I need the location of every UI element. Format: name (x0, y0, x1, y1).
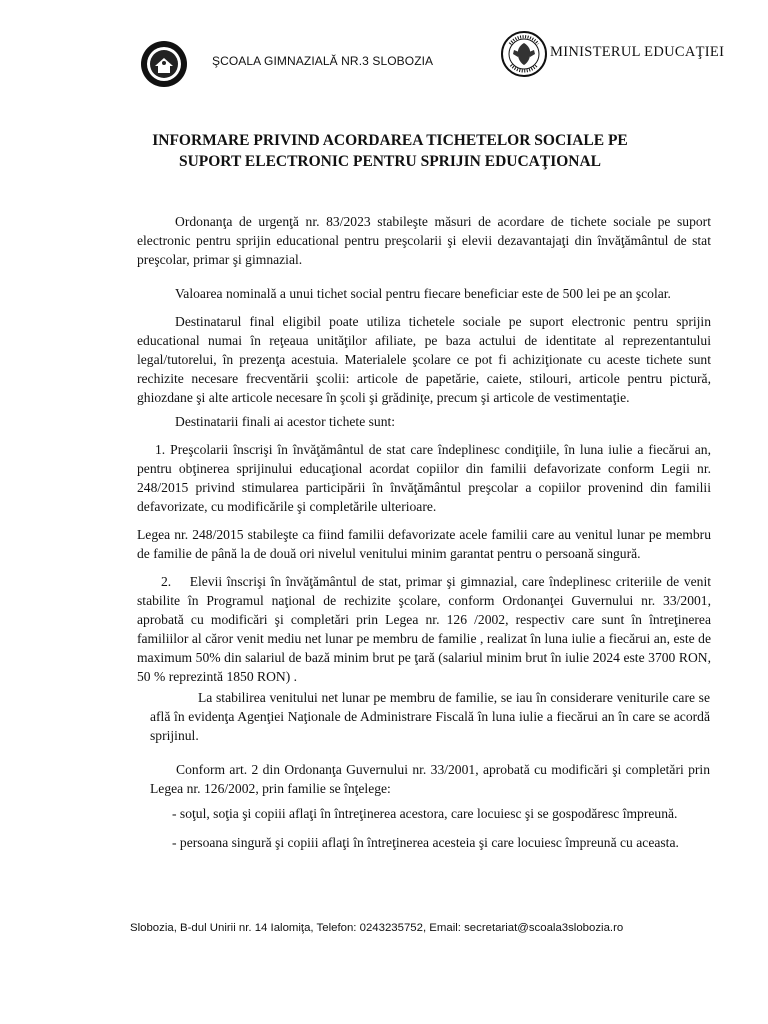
government-seal-icon (500, 30, 548, 78)
list-item-text: Elevii înscrişi în învăţământul de stat, primar şi gimnazial, care îndeplinesc criteriile de venit stabilite în Programul naţional de rechizite şcolare, conform Ordonanţei Guvernului nr. 33/2001, aprobată cu modificări şi completări prin Legea nr. 126 /2002, respectiv care sunt în întreţinerea familiilor al căror venit mediu net lunar pe membru de familie , realizat în luna iulie a fiecărui an, este de maximum 50% din salariul de bază minim brut pe ţară (salariul minim brut în iulie 2024 este 3700 RON, 50 % reprezintă 1850 RON) . (137, 574, 711, 684)
footer-contact: Slobozia, B-dul Unirii nr. 14 Ialomiţa, Telefon: 0243235752, Email: secretariat@scoala3slobozia.ro (130, 922, 624, 934)
definition-item-single: - persoana singură şi copiii aflaţi în întreţinerea acesteia şi care locuiesc împreună cu aceasta. (172, 835, 679, 850)
school-logo-icon (140, 40, 188, 88)
title-line-1: INFORMARE PRIVIND ACORDAREA TICHETELOR SOCIALE PE (152, 132, 628, 149)
paragraph-income-assessment: La stabilirea venitului net lunar pe membru de familie, se iau în considerare veniturile care se află în evidenţa Agenţiei Naţionale de Administrare Fiscală în luna iulie a fiecărui an în care se acordă sprijinul. (150, 690, 710, 743)
definition-item-couple: - soţul, soţia şi copiii aflaţi în întreţinerea acestora, care locuiesc şi se gospodăresc împreună. (172, 806, 678, 821)
list-item-number: 2. (161, 574, 172, 589)
paragraph-family-definition: Conform art. 2 din Ordonanţa Guvernului nr. 33/2001, aprobată cu modificări şi completări prin Legea nr. 126/2002, prin familie se înţelege: (150, 762, 710, 796)
list-item-text: Preşcolarii înscrişi în învăţământul de stat care îndeplinesc condiţiile, în luna iulie a fiecărui an, pentru obţinerea sprijinului educaţional acordat copiilor din familii defavorizate conform Legii nr. 248/2015 privind stimularea participării în învăţământul preşcolar a copiilor provenind din familii defavorizate, cu modificările şi completările ulterioare. (137, 442, 711, 514)
paragraph-ordinance: Ordonanţa de urgenţă nr. 83/2023 stabileşte măsuri de acordare de tichete sociale pe suport electronic pentru sprijin educational pentru preşcolarii şi elevii dezavantajaţi din învăţământul de stat preşcolar, primar şi gimnazial. (137, 214, 711, 267)
list-item-pupils (137, 572, 711, 686)
paragraph-recipients-intro: Destinatarii finali ai acestor tichete sunt: (175, 414, 396, 429)
paragraph-law-248: Legea nr. 248/2015 stabileşte ca fiind familii defavorizate acele familii care au venitul lunar pe membru de familie de până la de două ori nivelul venitului minim garantat pentru o persoană singură. (137, 527, 711, 561)
title-line-2: SUPORT ELECTRONIC PENTRU SPRIJIN EDUCAŢIONAL (178, 153, 602, 170)
school-name: ŞCOALA GIMNAZIALĂ NR.3 SLOBOZIA (212, 54, 434, 68)
list-item-preschoolers (137, 440, 711, 516)
ministry-name: MINISTERUL EDUCAŢIEI (550, 44, 725, 60)
list-item-number: 1. (155, 442, 166, 457)
document-title (110, 130, 670, 172)
paragraph-nominal-value: Valoarea nominală a unui tichet social pentru fiecare beneficiar este de 500 lei pe an şcolar. (175, 286, 671, 301)
paragraph-eligible-recipient: Destinatarul final eligibil poate utiliza tichetele sociale pe suport electronic pentru sprijin educational numai în reţeaua unităţilor afiliate, pe baza actului de identitate al reprezentantului legal/tutorelui, în prezenţa acestuia. Materialele şcolare ce pot fi achiziţionate cu aceste tichete sunt rechizite necesare frecventării şcolii: articole de papetărie, caiete, stilouri, articole pentru pictură, ghiozdane şi alte articole necesare în şcoli şi grădiniţe, precum şi articole de vestimentaţie. (137, 314, 711, 405)
